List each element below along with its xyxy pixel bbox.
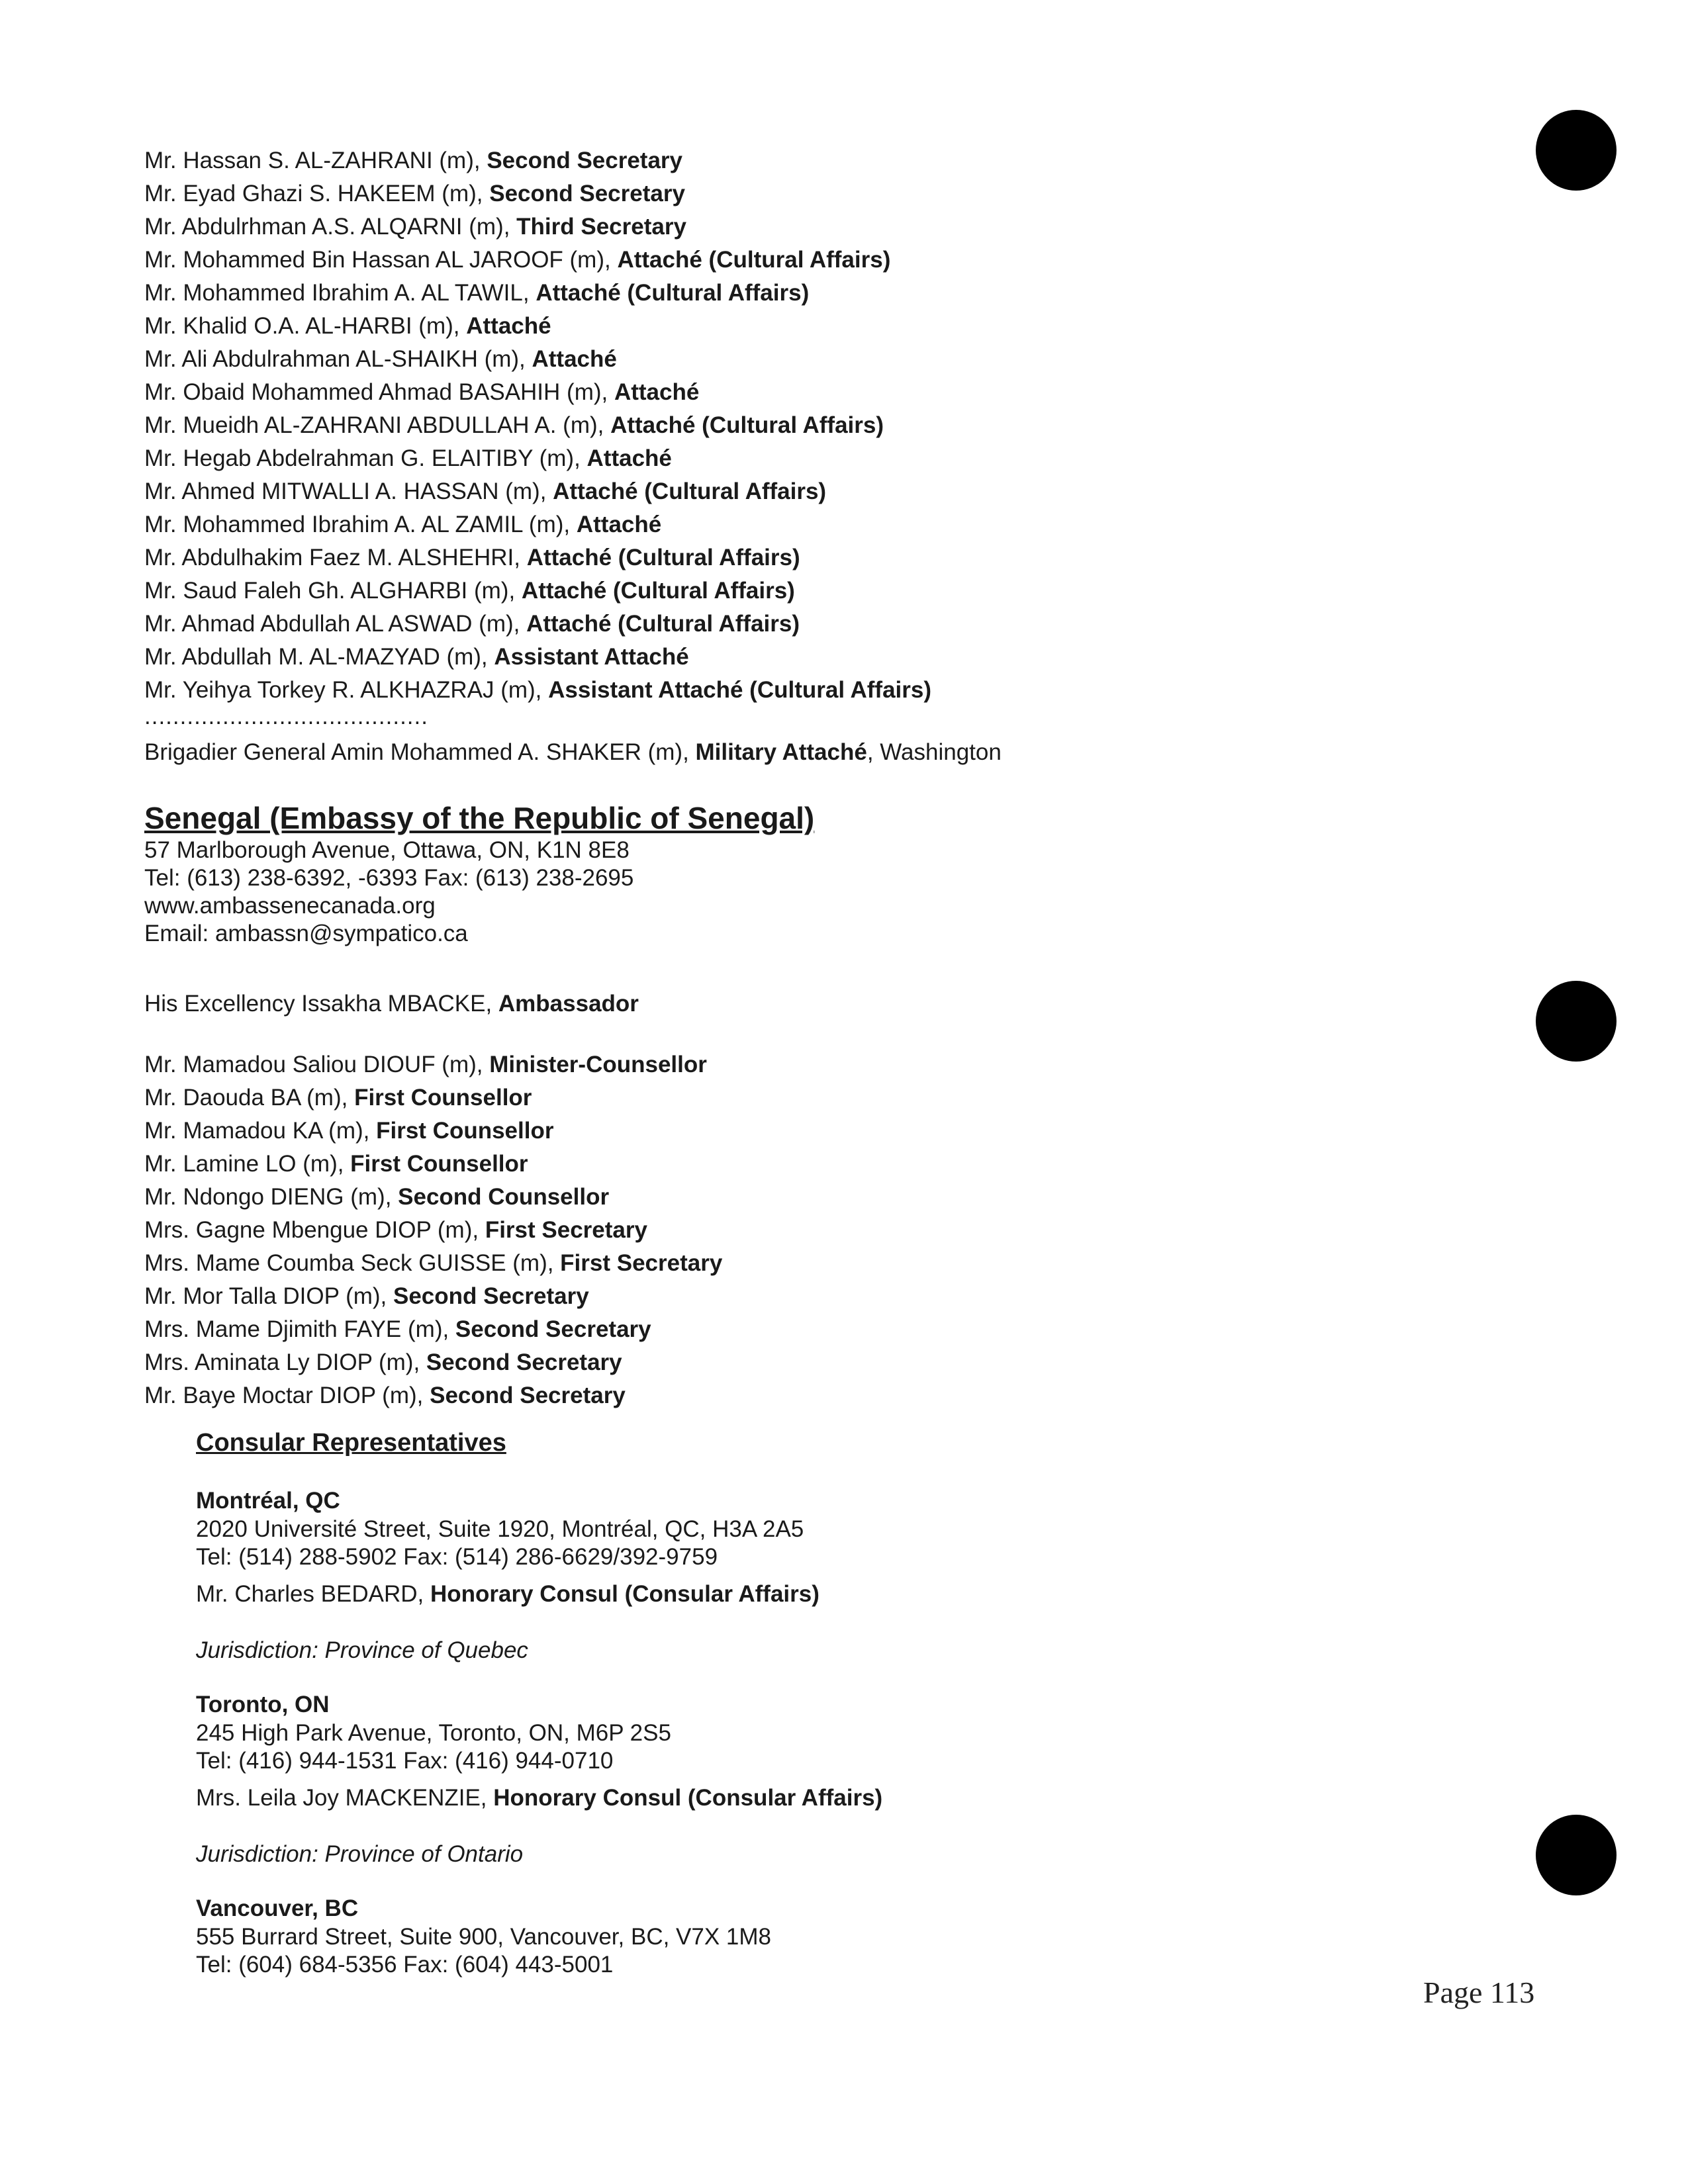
military-attache-entry: Brigadier General Amin Mohammed A. SHAKER (m), Military Attaché, Washington bbox=[144, 739, 1002, 765]
staff-entry: Mr. Khalid O.A. AL-HARBI (m), Attaché bbox=[144, 313, 551, 339]
embassy-website: www.ambassenecanada.org bbox=[144, 893, 436, 919]
staff-entry: Mr. Ahmad Abdullah AL ASWAD (m), Attaché (Cultural Affairs) bbox=[144, 611, 800, 637]
staff-entry: Mr. Mor Talla DIOP (m), Second Secretary bbox=[144, 1283, 589, 1309]
staff-entry: Mr. Mohammed Bin Hassan AL JAROOF (m), Attaché (Cultural Affairs) bbox=[144, 247, 891, 273]
office-jurisdiction: Jurisdiction: Province of Quebec bbox=[196, 1637, 528, 1663]
staff-entry: Mr. Ahmed MITWALLI A. HASSAN (m), Attaché (Cultural Affairs) bbox=[144, 478, 827, 504]
staff-entry: Mr. Mueidh AL-ZAHRANI ABDULLAH A. (m), Attaché (Cultural Affairs) bbox=[144, 412, 884, 438]
page-number: Page 113 bbox=[1423, 1976, 1535, 2009]
embassy-address: 57 Marlborough Avenue, Ottawa, ON, K1N 8E8 bbox=[144, 837, 630, 863]
embassy-email: Email: ambassn@sympatico.ca bbox=[144, 921, 468, 946]
office-city: Montréal, QC bbox=[196, 1488, 340, 1514]
staff-entry: Mr. Mamadou KA (m), First Counsellor bbox=[144, 1118, 554, 1144]
punch-hole-middle bbox=[1536, 981, 1617, 1062]
staff-entry: Mr. Abdulhakim Faez M. ALSHEHRI, Attaché (Cultural Affairs) bbox=[144, 545, 800, 570]
staff-entry: Mr. Obaid Mohammed Ahmad BASAHIH (m), Attaché bbox=[144, 379, 700, 405]
staff-entry: Mr. Lamine LO (m), First Counsellor bbox=[144, 1151, 528, 1177]
staff-entry: Mr. Hassan S. AL-ZAHRANI (m), Second Secretary bbox=[144, 148, 683, 173]
country-heading: Senegal (Embassy of the Republic of Senegal) bbox=[144, 801, 815, 835]
staff-entry: Mr. Baye Moctar DIOP (m), Second Secretary bbox=[144, 1383, 626, 1408]
ambassador-entry: His Excellency Issakha MBACKE, Ambassador bbox=[144, 991, 639, 1017]
content-column bbox=[144, 144, 1468, 1979]
office-phone: Tel: (416) 944-1531 Fax: (416) 944-0710 bbox=[196, 1748, 614, 1774]
staff-entry: Mr. Ali Abdulrahman AL-SHAIKH (m), Attaché bbox=[144, 346, 617, 372]
saudi-staff-list bbox=[144, 144, 1468, 707]
staff-entry: Mrs. Aminata Ly DIOP (m), Second Secretary bbox=[144, 1349, 622, 1375]
office-contact: Mr. Charles BEDARD, Honorary Consul (Consular Affairs) bbox=[196, 1581, 820, 1607]
consular-office-montreal bbox=[196, 1486, 1468, 1665]
staff-entry: Mr. Hegab Abdelrahman G. ELAITIBY (m), Attaché bbox=[144, 445, 672, 471]
staff-entry: Mr. Mohammed Ibrahim A. AL ZAMIL (m), Attaché bbox=[144, 512, 662, 537]
staff-entry: Mr. Eyad Ghazi S. HAKEEM (m), Second Secretary bbox=[144, 181, 685, 206]
staff-entry: Mrs. Gagne Mbengue DIOP (m), First Secretary bbox=[144, 1217, 647, 1243]
office-city: Toronto, ON bbox=[196, 1692, 330, 1717]
embassy-phone: Tel: (613) 238-6392, -6393 Fax: (613) 238-2695 bbox=[144, 865, 634, 891]
staff-entry: Mr. Yeihya Torkey R. ALKHAZRAJ (m), Assistant Attaché (Cultural Affairs) bbox=[144, 677, 931, 703]
staff-entry: Mr. Daouda BA (m), First Counsellor bbox=[144, 1085, 532, 1111]
staff-entry: Mr. Abdullah M. AL-MAZYAD (m), Assistant Attaché bbox=[144, 644, 689, 670]
office-city: Vancouver, BC bbox=[196, 1895, 359, 1921]
office-jurisdiction: Jurisdiction: Province of Ontario bbox=[196, 1841, 524, 1867]
separator-dots: ........................................ bbox=[144, 704, 428, 729]
staff-entry: Mr. Mohammed Ibrahim A. AL TAWIL, Attaché (Cultural Affairs) bbox=[144, 280, 810, 306]
office-phone: Tel: (514) 288-5902 Fax: (514) 286-6629/392-9759 bbox=[196, 1544, 718, 1570]
consular-heading: Consular Representatives bbox=[196, 1429, 506, 1457]
senegal-staff-list bbox=[144, 1048, 1468, 1412]
punch-hole-bottom bbox=[1536, 1815, 1617, 1895]
staff-entry: Mrs. Mame Djimith FAYE (m), Second Secretary bbox=[144, 1316, 651, 1342]
staff-entry: Mr. Ndongo DIENG (m), Second Counsellor bbox=[144, 1184, 610, 1210]
office-contact: Mrs. Leila Joy MACKENZIE, Honorary Consul (Consular Affairs) bbox=[196, 1785, 883, 1811]
staff-entry: Mr. Abdulrhman A.S. ALQARNI (m), Third Secretary bbox=[144, 214, 686, 240]
office-address: 555 Burrard Street, Suite 900, Vancouver, BC, V7X 1M8 bbox=[196, 1924, 772, 1950]
staff-entry: Mr. Saud Faleh Gh. ALGHARBI (m), Attaché (Cultural Affairs) bbox=[144, 578, 795, 604]
office-phone: Tel: (604) 684-5356 Fax: (604) 443-5001 bbox=[196, 1952, 614, 1978]
office-address: 2020 Université Street, Suite 1920, Montréal, QC, H3A 2A5 bbox=[196, 1516, 804, 1542]
consular-office-toronto bbox=[196, 1690, 1468, 1869]
consular-office-vancouver bbox=[196, 1894, 1468, 1979]
consular-section bbox=[196, 1424, 1468, 1979]
punch-hole-top bbox=[1536, 110, 1617, 191]
staff-entry: Mr. Mamadou Saliou DIOUF (m), Minister-Counsellor bbox=[144, 1052, 707, 1077]
staff-entry: Mrs. Mame Coumba Seck GUISSE (m), First Secretary bbox=[144, 1250, 723, 1276]
office-address: 245 High Park Avenue, Toronto, ON, M6P 2S5 bbox=[196, 1720, 671, 1746]
